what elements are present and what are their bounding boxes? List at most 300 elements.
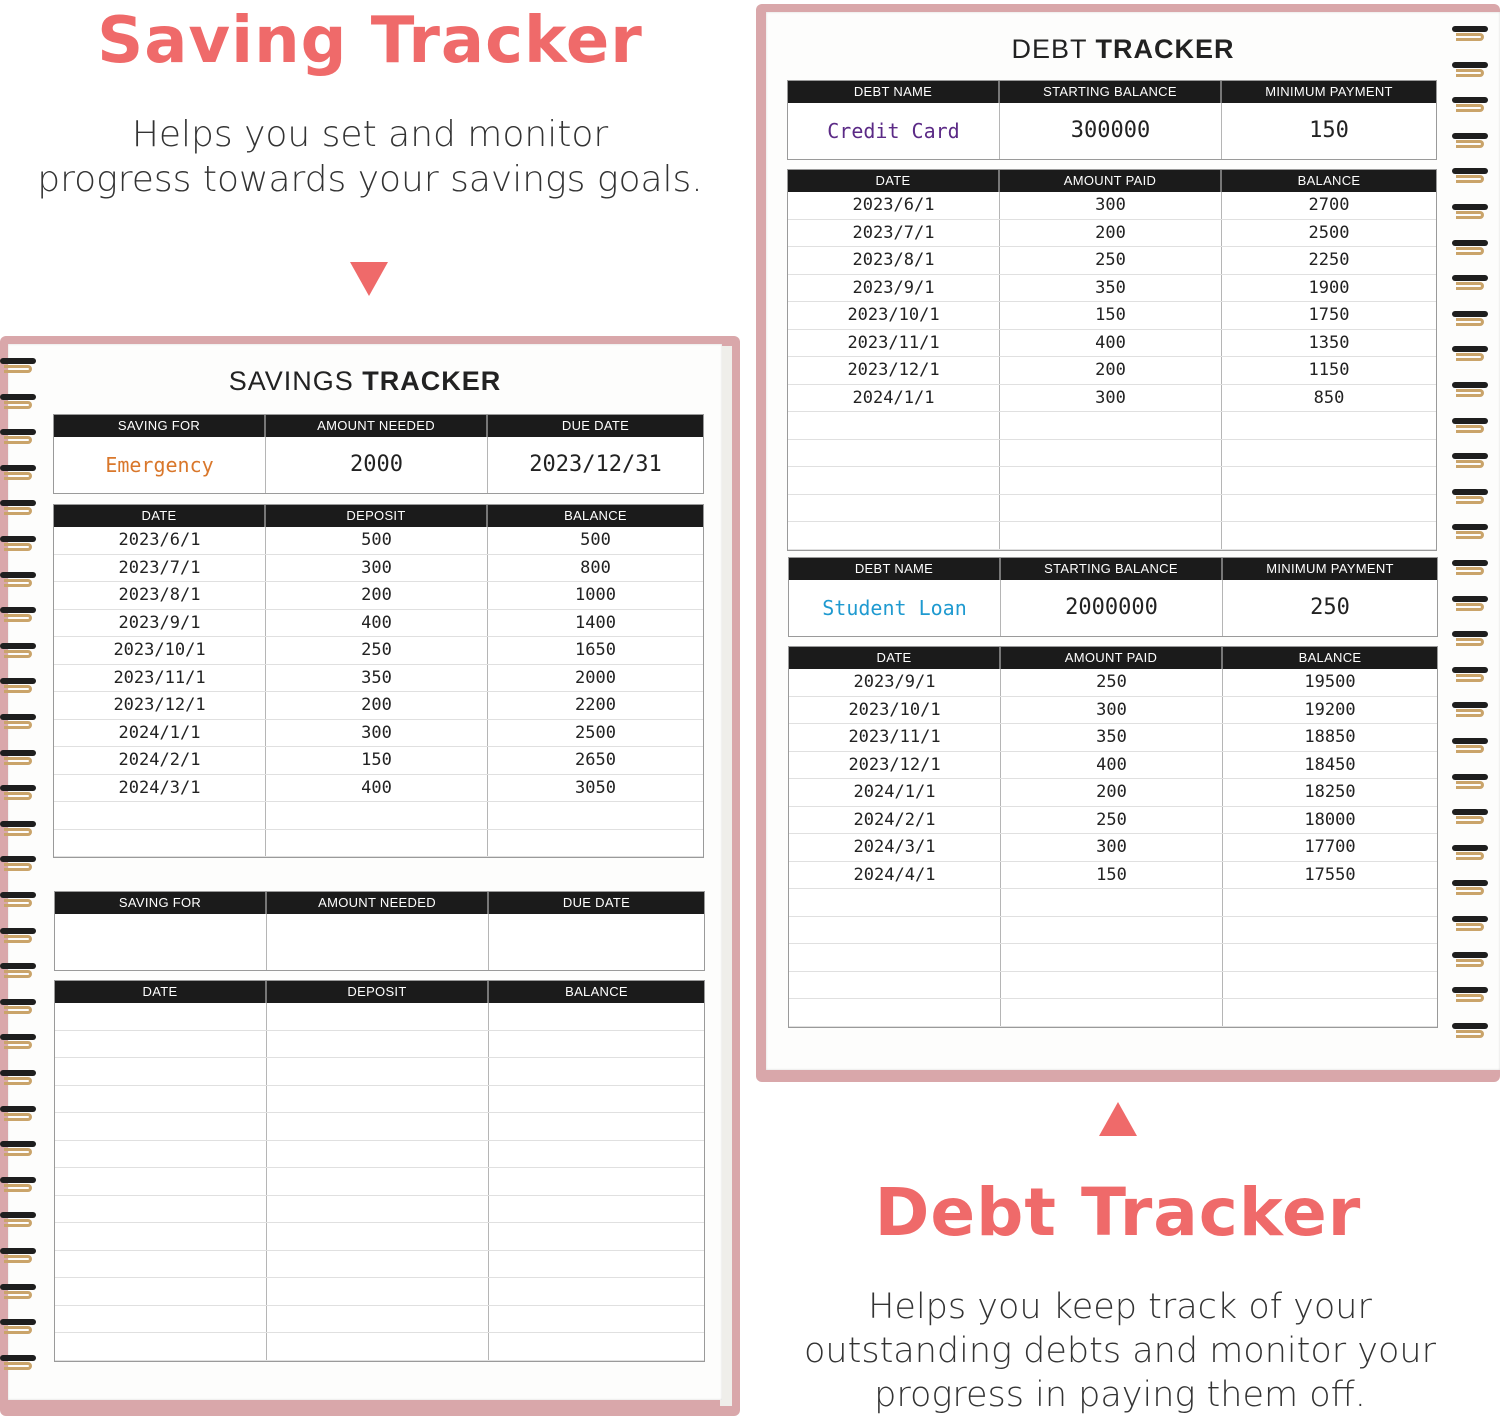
header-balance: BALANCE bbox=[1297, 173, 1361, 188]
balance-cell[interactable]: 18000 bbox=[1304, 809, 1356, 830]
date-cell[interactable] bbox=[788, 522, 1000, 549]
balance-cell[interactable] bbox=[489, 1003, 704, 1030]
saving-goal-2 bbox=[54, 891, 705, 971]
debt-notebook bbox=[756, 4, 1500, 1082]
table-row bbox=[788, 385, 1436, 413]
date-cell[interactable]: 2023/8/1 bbox=[54, 582, 266, 609]
table-row bbox=[788, 275, 1436, 303]
balance-cell[interactable] bbox=[489, 1196, 704, 1223]
debt-tracker-description bbox=[770, 1286, 1470, 1417]
balance-cell[interactable]: 17700 bbox=[1304, 837, 1356, 857]
balance-cell[interactable]: 500 bbox=[580, 530, 611, 550]
table-row bbox=[54, 582, 703, 610]
date-cell[interactable] bbox=[55, 1333, 267, 1360]
balance-cell[interactable] bbox=[489, 1251, 704, 1278]
balance-cell[interactable]: 17550 bbox=[1304, 864, 1356, 885]
table-row bbox=[54, 665, 703, 693]
amount-cell[interactable] bbox=[1000, 440, 1222, 467]
debt-name-value[interactable]: Student Loan bbox=[789, 580, 1001, 636]
table-row bbox=[55, 1251, 704, 1279]
minimum-payment-value[interactable]: 150 bbox=[1309, 118, 1349, 143]
amount-cell[interactable]: 300 bbox=[1001, 834, 1223, 861]
date-cell[interactable] bbox=[55, 1113, 267, 1140]
spiral-coil bbox=[1452, 522, 1492, 544]
date-cell[interactable]: 2024/1/1 bbox=[54, 720, 266, 747]
spiral-coil bbox=[1452, 843, 1492, 865]
starting-balance-value[interactable]: 2000000 bbox=[1001, 580, 1223, 636]
balance-cell[interactable]: 19200 bbox=[1304, 699, 1356, 720]
spiral-coil bbox=[0, 712, 40, 734]
spiral-coil bbox=[0, 534, 40, 556]
amount-cell[interactable]: 200 bbox=[266, 582, 488, 609]
debt-values bbox=[789, 580, 1437, 636]
spiral-coil bbox=[0, 1282, 40, 1304]
header-debt-name: DEBT NAME bbox=[788, 81, 1000, 103]
amount-cell[interactable] bbox=[267, 1333, 489, 1360]
spiral-coil bbox=[1452, 878, 1492, 900]
balance-cell[interactable] bbox=[1222, 495, 1436, 522]
debt-page bbox=[766, 12, 1500, 1070]
title-bold: TRACKER bbox=[1095, 34, 1235, 64]
balance-cell[interactable]: 1350 bbox=[1308, 332, 1350, 353]
balance-cell[interactable] bbox=[489, 1223, 704, 1250]
debt-desc-line2: outstanding debts and monitor your bbox=[804, 1330, 1436, 1371]
spiral-coil bbox=[0, 427, 40, 449]
title-light: SAVINGS bbox=[228, 366, 363, 396]
table-row bbox=[55, 1003, 704, 1031]
spiral-coil bbox=[1452, 700, 1492, 722]
balance-cell[interactable]: 19500 bbox=[1304, 672, 1356, 692]
table-header bbox=[789, 647, 1437, 669]
header-balance: BALANCE bbox=[565, 984, 628, 999]
amount-cell[interactable]: 150 bbox=[266, 747, 488, 774]
header-balance: BALANCE bbox=[564, 508, 627, 523]
amount-cell[interactable]: 250 bbox=[1001, 807, 1223, 834]
spiral-coil bbox=[1452, 380, 1492, 402]
amount-cell[interactable] bbox=[267, 1141, 489, 1168]
spiral-coil bbox=[1452, 665, 1492, 687]
amount-cell[interactable] bbox=[267, 1168, 489, 1195]
balance-cell[interactable] bbox=[1223, 999, 1437, 1026]
spiral-coil bbox=[1452, 629, 1492, 651]
date-cell[interactable]: 2023/7/1 bbox=[788, 220, 1000, 247]
date-cell[interactable] bbox=[789, 944, 1001, 971]
debt-desc-line3: progress in paying them off. bbox=[874, 1374, 1366, 1415]
spiral-coil bbox=[0, 641, 40, 663]
balance-cell[interactable] bbox=[1223, 889, 1437, 916]
table-row bbox=[789, 917, 1437, 945]
balance-cell[interactable] bbox=[1222, 522, 1436, 549]
saving-for-value[interactable]: Emergency bbox=[54, 437, 266, 493]
date-cell[interactable]: 2023/10/1 bbox=[788, 302, 1000, 329]
balance-cell[interactable]: 2500 bbox=[575, 722, 616, 743]
balance-cell[interactable] bbox=[489, 1058, 704, 1085]
spiral-coil bbox=[0, 819, 40, 841]
amount-cell[interactable] bbox=[266, 830, 488, 857]
saving-for-value[interactable] bbox=[55, 914, 267, 970]
amount-cell[interactable]: 400 bbox=[1000, 330, 1222, 357]
header-amount-paid: AMOUNT PAID bbox=[1000, 170, 1222, 192]
date-cell[interactable] bbox=[788, 412, 1000, 439]
date-cell[interactable] bbox=[789, 889, 1001, 916]
date-cell[interactable] bbox=[55, 1306, 267, 1333]
date-cell[interactable]: 2024/1/1 bbox=[789, 779, 1001, 806]
date-cell[interactable]: 2023/10/1 bbox=[54, 637, 266, 664]
table-rows bbox=[54, 527, 703, 857]
date-cell[interactable]: 2023/7/1 bbox=[54, 555, 266, 582]
balance-cell[interactable]: 800 bbox=[580, 557, 611, 578]
balance-cell[interactable]: 1000 bbox=[575, 585, 616, 605]
amount-cell[interactable]: 400 bbox=[266, 775, 488, 802]
date-cell[interactable] bbox=[55, 1168, 267, 1195]
spiral-coil bbox=[1452, 1021, 1492, 1043]
table-row bbox=[55, 1141, 704, 1169]
amount-cell[interactable]: 150 bbox=[1001, 862, 1223, 889]
table-row bbox=[54, 527, 703, 555]
spiral-coil bbox=[0, 997, 40, 1019]
spiral-coil bbox=[0, 570, 40, 592]
amount-cell[interactable] bbox=[267, 1278, 489, 1305]
amount-cell[interactable]: 400 bbox=[1001, 752, 1223, 779]
balance-cell[interactable]: 18450 bbox=[1304, 754, 1356, 775]
spiral-coil bbox=[1452, 950, 1492, 972]
table-row bbox=[789, 834, 1437, 862]
amount-cell[interactable]: 200 bbox=[1000, 220, 1222, 247]
header-amount-needed: AMOUNT NEEDED bbox=[267, 892, 489, 914]
table-header bbox=[55, 981, 704, 1003]
balance-cell[interactable] bbox=[1222, 467, 1436, 494]
date-cell[interactable]: 2023/11/1 bbox=[789, 724, 1001, 751]
table-row bbox=[54, 610, 703, 638]
date-cell[interactable] bbox=[55, 1141, 267, 1168]
balance-cell[interactable] bbox=[489, 1333, 704, 1360]
spiral-coil bbox=[1452, 202, 1492, 224]
table-row bbox=[55, 1223, 704, 1251]
table-row bbox=[54, 720, 703, 748]
spiral-coil bbox=[0, 1175, 40, 1197]
table-row bbox=[55, 1278, 704, 1306]
spiral-coil bbox=[1452, 772, 1492, 794]
table-row bbox=[789, 752, 1437, 780]
table-row bbox=[55, 1196, 704, 1224]
date-cell[interactable] bbox=[789, 999, 1001, 1026]
debt-header bbox=[788, 81, 1436, 103]
table-rows bbox=[789, 669, 1437, 1027]
header-minimum-payment: MINIMUM PAYMENT bbox=[1266, 561, 1394, 576]
saving-goal-1 bbox=[53, 414, 704, 494]
amount-cell[interactable]: 200 bbox=[1000, 357, 1222, 384]
date-cell[interactable]: 2024/3/1 bbox=[54, 775, 266, 802]
spiral-coil bbox=[0, 463, 40, 485]
amount-cell[interactable]: 200 bbox=[266, 692, 488, 719]
date-cell[interactable] bbox=[788, 467, 1000, 494]
spiral-coil bbox=[1452, 914, 1492, 936]
spiral-coil bbox=[0, 392, 40, 414]
date-cell[interactable] bbox=[55, 1196, 267, 1223]
balance-cell[interactable]: 18850 bbox=[1304, 727, 1356, 747]
amount-cell[interactable] bbox=[1000, 467, 1222, 494]
balance-cell[interactable]: 2250 bbox=[1308, 250, 1350, 270]
spiral-coil bbox=[1452, 594, 1492, 616]
date-cell[interactable]: 2023/12/1 bbox=[54, 692, 266, 719]
table-row bbox=[54, 747, 703, 775]
date-cell[interactable]: 2024/2/1 bbox=[54, 747, 266, 774]
table-row bbox=[55, 1113, 704, 1141]
debt-tracker-headline: Debt Tracker bbox=[874, 1174, 1362, 1251]
spiral-coil bbox=[1452, 736, 1492, 758]
header-starting-balance: STARTING BALANCE bbox=[1001, 558, 1223, 580]
date-cell[interactable] bbox=[55, 1278, 267, 1305]
savings-deposit-table-1 bbox=[53, 504, 704, 858]
amount-cell[interactable]: 300 bbox=[266, 555, 488, 582]
amount-cell[interactable]: 200 bbox=[1001, 779, 1223, 806]
amount-cell[interactable] bbox=[1001, 944, 1223, 971]
balance-cell[interactable]: 2500 bbox=[1308, 222, 1350, 243]
amount-cell[interactable] bbox=[267, 1031, 489, 1058]
saving-tracker-headline: Saving Tracker bbox=[97, 4, 643, 78]
saving-goal-values bbox=[54, 437, 703, 493]
balance-cell[interactable]: 2000 bbox=[575, 667, 616, 688]
date-cell[interactable] bbox=[788, 495, 1000, 522]
spiral-coil bbox=[0, 356, 40, 378]
balance-cell[interactable] bbox=[1222, 412, 1436, 439]
spiral-coil bbox=[1452, 451, 1492, 473]
spiral-coil bbox=[1452, 131, 1492, 153]
table-row bbox=[789, 724, 1437, 752]
balance-cell[interactable] bbox=[489, 1113, 704, 1140]
amount-cell[interactable] bbox=[1001, 889, 1223, 916]
date-cell[interactable]: 2024/1/1 bbox=[788, 385, 1000, 412]
date-cell[interactable]: 2023/12/1 bbox=[789, 752, 1001, 779]
date-cell[interactable] bbox=[788, 440, 1000, 467]
header-amount-paid: AMOUNT PAID bbox=[1001, 647, 1223, 669]
amount-cell[interactable]: 350 bbox=[1001, 724, 1223, 751]
savings-notebook bbox=[0, 336, 740, 1416]
table-row bbox=[788, 495, 1436, 523]
table-row bbox=[788, 220, 1436, 248]
date-cell[interactable]: 2023/9/1 bbox=[54, 610, 266, 637]
amount-cell[interactable]: 150 bbox=[1000, 302, 1222, 329]
table-row bbox=[789, 697, 1437, 725]
spiral-coil bbox=[0, 961, 40, 983]
amount-cell[interactable] bbox=[1000, 522, 1222, 549]
balance-cell[interactable] bbox=[1223, 972, 1437, 999]
header-saving-for: SAVING FOR bbox=[55, 892, 267, 914]
balance-cell[interactable]: 1400 bbox=[575, 612, 616, 633]
amount-cell[interactable]: 250 bbox=[1001, 669, 1223, 696]
due-date-value[interactable]: 2023/12/31 bbox=[529, 452, 662, 477]
table-row bbox=[789, 972, 1437, 1000]
saving-desc-line1: Helps you set and monitor bbox=[131, 114, 609, 155]
amount-cell[interactable] bbox=[267, 1113, 489, 1140]
date-cell[interactable] bbox=[55, 1251, 267, 1278]
date-cell[interactable] bbox=[54, 830, 266, 857]
balance-cell[interactable] bbox=[489, 1278, 704, 1305]
date-cell[interactable] bbox=[55, 1031, 267, 1058]
balance-cell[interactable]: 850 bbox=[1313, 387, 1345, 408]
date-cell[interactable] bbox=[789, 972, 1001, 999]
saving-tracker-description bbox=[20, 112, 720, 202]
due-date-value[interactable] bbox=[489, 914, 704, 970]
amount-cell[interactable] bbox=[267, 1251, 489, 1278]
table-row bbox=[54, 830, 703, 858]
minimum-payment-value[interactable]: 250 bbox=[1310, 595, 1350, 620]
date-cell[interactable]: 2023/6/1 bbox=[54, 527, 266, 554]
amount-cell[interactable]: 300 bbox=[1000, 192, 1222, 219]
spiral-coil bbox=[0, 1139, 40, 1161]
header-date: DATE bbox=[55, 981, 267, 1003]
date-cell[interactable]: 2024/3/1 bbox=[789, 834, 1001, 861]
date-cell[interactable]: 2024/4/1 bbox=[789, 862, 1001, 889]
header-due-date: DUE DATE bbox=[561, 418, 630, 433]
spiral-coil bbox=[0, 890, 40, 912]
amount-cell[interactable] bbox=[1000, 495, 1222, 522]
debt-1 bbox=[787, 80, 1437, 160]
date-cell[interactable]: 2023/6/1 bbox=[788, 192, 1000, 219]
title-bold: TRACKER bbox=[362, 366, 502, 396]
amount-cell[interactable] bbox=[267, 1223, 489, 1250]
balance-cell[interactable] bbox=[1222, 440, 1436, 467]
spiral-coil bbox=[0, 1104, 40, 1126]
spiral-coil bbox=[0, 783, 40, 805]
amount-cell[interactable]: 350 bbox=[266, 665, 488, 692]
table-row bbox=[789, 944, 1437, 972]
date-cell[interactable]: 2024/2/1 bbox=[789, 807, 1001, 834]
date-cell[interactable] bbox=[789, 917, 1001, 944]
balance-cell[interactable] bbox=[1223, 944, 1437, 971]
balance-cell[interactable] bbox=[488, 802, 703, 829]
header-date: DATE bbox=[789, 647, 1001, 669]
balance-cell[interactable]: 2200 bbox=[575, 695, 616, 715]
table-row bbox=[789, 779, 1437, 807]
table-header bbox=[788, 170, 1436, 192]
spiral-binding-icon bbox=[1452, 24, 1496, 1064]
amount-cell[interactable]: 300 bbox=[1000, 385, 1222, 412]
amount-cell[interactable] bbox=[267, 1003, 489, 1030]
saving-goal-header bbox=[55, 892, 704, 914]
spiral-coil bbox=[0, 676, 40, 698]
date-cell[interactable]: 2023/9/1 bbox=[788, 275, 1000, 302]
table-row bbox=[55, 1086, 704, 1114]
balance-cell[interactable]: 2650 bbox=[575, 750, 616, 770]
date-cell[interactable]: 2023/11/1 bbox=[54, 665, 266, 692]
spiral-coil bbox=[0, 1210, 40, 1232]
saving-goal-values bbox=[55, 914, 704, 970]
spiral-coil bbox=[0, 748, 40, 770]
spiral-coil bbox=[0, 854, 40, 876]
spiral-coil bbox=[1452, 166, 1492, 188]
date-cell[interactable] bbox=[55, 1223, 267, 1250]
balance-cell[interactable]: 1750 bbox=[1308, 305, 1350, 325]
spiral-coil bbox=[0, 1068, 40, 1090]
amount-cell[interactable]: 250 bbox=[1000, 247, 1222, 274]
spiral-coil bbox=[0, 1353, 40, 1375]
balance-cell[interactable] bbox=[489, 1168, 704, 1195]
amount-cell[interactable] bbox=[1001, 917, 1223, 944]
balance-cell[interactable]: 18250 bbox=[1304, 782, 1356, 802]
balance-cell[interactable]: 1650 bbox=[575, 640, 616, 660]
spiral-coil bbox=[0, 1246, 40, 1268]
amount-cell[interactable] bbox=[266, 802, 488, 829]
balance-cell[interactable] bbox=[1223, 917, 1437, 944]
amount-cell[interactable] bbox=[267, 1058, 489, 1085]
header-due-date: DUE DATE bbox=[562, 895, 631, 910]
header-date: DATE bbox=[54, 505, 266, 527]
date-cell[interactable]: 2023/11/1 bbox=[788, 330, 1000, 357]
spiral-coil bbox=[1452, 807, 1492, 829]
savings-page-title bbox=[8, 366, 722, 397]
amount-needed-value[interactable]: 2000 bbox=[266, 437, 488, 493]
amount-cell[interactable]: 300 bbox=[266, 720, 488, 747]
amount-cell[interactable]: 350 bbox=[1000, 275, 1222, 302]
starting-balance-value[interactable]: 300000 bbox=[1000, 103, 1222, 159]
table-row bbox=[54, 802, 703, 830]
spiral-coil bbox=[0, 1032, 40, 1054]
spiral-coil bbox=[1452, 238, 1492, 260]
date-cell[interactable]: 2023/9/1 bbox=[789, 669, 1001, 696]
table-row bbox=[54, 775, 703, 803]
balance-cell[interactable]: 1900 bbox=[1308, 277, 1350, 298]
table-row bbox=[789, 889, 1437, 917]
amount-cell[interactable]: 300 bbox=[1001, 697, 1223, 724]
amount-cell[interactable] bbox=[1000, 412, 1222, 439]
balance-cell[interactable] bbox=[489, 1306, 704, 1333]
table-row bbox=[788, 302, 1436, 330]
spiral-coil bbox=[1452, 309, 1492, 331]
balance-cell[interactable] bbox=[489, 1031, 704, 1058]
balance-cell[interactable] bbox=[489, 1141, 704, 1168]
debt-name-value[interactable]: Credit Card bbox=[788, 103, 1000, 159]
amount-cell[interactable] bbox=[1001, 999, 1223, 1026]
amount-cell[interactable] bbox=[267, 1086, 489, 1113]
spiral-coil bbox=[1452, 558, 1492, 580]
date-cell[interactable] bbox=[55, 1058, 267, 1085]
spiral-coil bbox=[0, 605, 40, 627]
amount-cell[interactable] bbox=[1001, 972, 1223, 999]
balance-cell[interactable]: 2700 bbox=[1308, 195, 1350, 215]
table-row bbox=[54, 555, 703, 583]
balance-cell[interactable]: 3050 bbox=[575, 777, 616, 798]
header-deposit: DEPOSIT bbox=[266, 505, 488, 527]
amount-needed-value[interactable] bbox=[267, 914, 489, 970]
amount-cell[interactable] bbox=[267, 1196, 489, 1223]
date-cell[interactable] bbox=[55, 1086, 267, 1113]
debt-payment-table-1 bbox=[787, 169, 1437, 551]
table-row bbox=[788, 192, 1436, 220]
balance-cell[interactable] bbox=[489, 1086, 704, 1113]
amount-cell[interactable]: 400 bbox=[266, 610, 488, 637]
balance-cell[interactable]: 1150 bbox=[1308, 360, 1350, 380]
spiral-coil bbox=[0, 926, 40, 948]
amount-cell[interactable]: 500 bbox=[266, 527, 488, 554]
balance-cell[interactable] bbox=[488, 830, 703, 857]
table-rows bbox=[55, 1003, 704, 1361]
date-cell[interactable]: 2023/8/1 bbox=[788, 247, 1000, 274]
amount-cell[interactable]: 250 bbox=[266, 637, 488, 664]
header-minimum-payment: MINIMUM PAYMENT bbox=[1265, 84, 1393, 99]
date-cell[interactable] bbox=[55, 1003, 267, 1030]
spiral-coil bbox=[1452, 24, 1492, 46]
header-balance: BALANCE bbox=[1298, 650, 1362, 665]
date-cell[interactable] bbox=[54, 802, 266, 829]
header-amount-needed: AMOUNT NEEDED bbox=[266, 415, 488, 437]
amount-cell[interactable] bbox=[267, 1306, 489, 1333]
table-row bbox=[788, 522, 1436, 550]
date-cell[interactable]: 2023/12/1 bbox=[788, 357, 1000, 384]
date-cell[interactable]: 2023/10/1 bbox=[789, 697, 1001, 724]
header-saving-for: SAVING FOR bbox=[54, 415, 266, 437]
debt-values bbox=[788, 103, 1436, 159]
